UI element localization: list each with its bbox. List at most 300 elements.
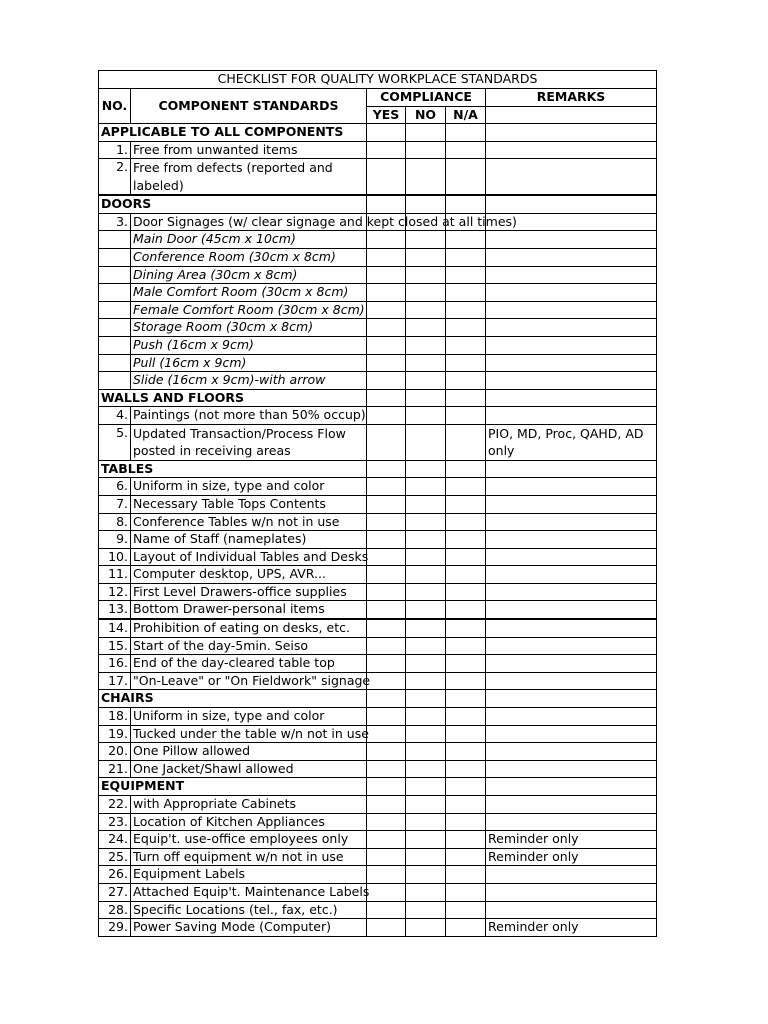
compliance-cell [367,389,406,407]
header-remarks-blank [486,106,657,124]
compliance-yes-cell[interactable] [367,548,406,566]
item-row [99,760,657,778]
compliance-yes-cell[interactable] [367,619,406,637]
remarks-cell[interactable] [486,478,657,496]
subitem-row [99,319,657,337]
subitem-text: Female Comfort Room (30cm x 8cm) [131,301,367,319]
item-text: End of the day-cleared table top [131,655,367,673]
compliance-no-cell[interactable] [406,619,446,637]
header-no-col: NO [406,106,446,124]
item-number: 3. [99,213,131,231]
compliance-cell [367,195,406,213]
subitem-text: Dining Area (30cm x 8cm) [131,266,367,284]
compliance-no-cell[interactable] [406,266,446,284]
compliance-yes-cell[interactable] [367,531,406,549]
item-number: 2. [99,159,131,195]
item-row [99,655,657,673]
compliance-yes-cell[interactable] [367,319,406,337]
item-number: 10. [99,548,131,566]
compliance-na-cell[interactable] [446,883,486,901]
compliance-na-cell[interactable] [446,743,486,761]
compliance-yes-cell[interactable] [367,601,406,619]
compliance-na-cell[interactable] [446,831,486,849]
compliance-na-cell[interactable] [446,583,486,601]
item-row [99,407,657,425]
remarks-cell[interactable] [486,901,657,919]
item-number [99,231,131,249]
compliance-yes-cell[interactable] [367,655,406,673]
title-row [99,71,657,89]
item-row [99,601,657,619]
item-number: 1. [99,141,131,159]
item-number [99,372,131,390]
compliance-no-cell[interactable] [406,813,446,831]
compliance-na-cell[interactable] [446,919,486,937]
remarks-cell[interactable] [486,301,657,319]
compliance-na-cell[interactable] [446,548,486,566]
compliance-na-cell[interactable] [446,248,486,266]
compliance-no-cell[interactable] [406,548,446,566]
compliance-no-cell[interactable] [406,372,446,390]
remarks-cell[interactable] [486,566,657,584]
remarks-cell[interactable] [486,796,657,814]
compliance-no-cell[interactable] [406,301,446,319]
compliance-na-cell[interactable] [446,266,486,284]
item-text: Prohibition of eating on desks, etc. [131,619,367,637]
compliance-na-cell[interactable] [446,424,486,460]
item-row [99,866,657,884]
compliance-yes-cell[interactable] [367,796,406,814]
compliance-cell [446,124,486,142]
remarks-cell[interactable] [486,266,657,284]
compliance-na-cell[interactable] [446,319,486,337]
compliance-yes-cell[interactable] [367,725,406,743]
compliance-na-cell[interactable] [446,637,486,655]
section-row [99,124,657,142]
compliance-cell [406,778,446,796]
item-number [99,248,131,266]
subitem-text: Conference Room (30cm x 8cm) [131,248,367,266]
compliance-yes-cell[interactable] [367,478,406,496]
compliance-yes-cell[interactable] [367,583,406,601]
item-text: Layout of Individual Tables and Desks [131,548,367,566]
compliance-na-cell[interactable] [446,372,486,390]
compliance-yes-cell[interactable] [367,372,406,390]
compliance-no-cell[interactable] [406,231,446,249]
header-na: N/A [446,106,486,124]
compliance-yes-cell[interactable] [367,708,406,726]
compliance-no-cell[interactable] [406,478,446,496]
compliance-cell [406,389,446,407]
remarks-cell[interactable] [486,725,657,743]
item-row [99,848,657,866]
item-text: Start of the day-5min. Seiso [131,637,367,655]
item-row [99,548,657,566]
compliance-cell [446,195,486,213]
page-title: CHECKLIST FOR QUALITY WORKPLACE STANDARDS [99,71,657,89]
item-text: Free from unwanted items [131,141,367,159]
item-text: One Jacket/Shawl allowed [131,760,367,778]
compliance-no-cell[interactable] [406,354,446,372]
remarks-cell[interactable] [486,231,657,249]
compliance-no-cell[interactable] [406,796,446,814]
item-row [99,796,657,814]
compliance-yes-cell[interactable] [367,284,406,302]
item-number: 9. [99,531,131,549]
compliance-na-cell[interactable] [446,813,486,831]
compliance-cell [367,124,406,142]
item-row [99,531,657,549]
remarks-cell[interactable]: PIO, MD, Proc, QAHD, AD only [486,424,657,460]
checklist-table [98,70,657,937]
compliance-na-cell[interactable] [446,619,486,637]
item-text: Updated Transaction/Process Flow posted in receiving areas [131,424,367,460]
remarks-cell[interactable] [486,495,657,513]
item-row [99,672,657,690]
remarks-cell[interactable] [486,159,657,195]
section-label: APPLICABLE TO ALL COMPONENTS [99,124,367,142]
compliance-yes-cell[interactable] [367,354,406,372]
subitem-row [99,301,657,319]
header-yes: YES [367,106,406,124]
compliance-yes-cell[interactable] [367,424,406,460]
compliance-no-cell[interactable] [406,883,446,901]
compliance-no-cell[interactable] [406,655,446,673]
subitem-row [99,336,657,354]
compliance-no-cell[interactable] [406,513,446,531]
item-number [99,336,131,354]
compliance-no-cell[interactable] [406,566,446,584]
compliance-no-cell[interactable] [406,848,446,866]
item-text: First Level Drawers-office supplies [131,583,367,601]
item-row [99,141,657,159]
section-row [99,778,657,796]
compliance-no-cell[interactable] [406,866,446,884]
remarks-cell[interactable] [486,672,657,690]
compliance-yes-cell[interactable] [367,760,406,778]
header-component: COMPONENT STANDARDS [131,89,367,124]
header-remarks: REMARKS [486,89,657,107]
compliance-na-cell[interactable] [446,159,486,195]
section-label: TABLES [99,460,367,478]
header-compliance: COMPLIANCE [367,89,486,107]
remarks-cell[interactable] [486,655,657,673]
compliance-yes-cell[interactable] [367,159,406,195]
item-text: One Pillow allowed [131,743,367,761]
compliance-cell [446,389,486,407]
compliance-yes-cell[interactable] [367,407,406,425]
item-row [99,424,657,460]
item-row [99,725,657,743]
compliance-cell [406,124,446,142]
header-no: NO. [99,89,131,124]
item-number: 16. [99,655,131,673]
compliance-yes-cell[interactable] [367,336,406,354]
subitem-text: Main Door (45cm x 10cm) [131,231,367,249]
compliance-no-cell[interactable] [406,831,446,849]
item-text: Attached Equip't. Maintenance Labels [131,883,367,901]
remarks-cell[interactable] [486,354,657,372]
item-row [99,619,657,637]
item-number: 18. [99,708,131,726]
compliance-no-cell[interactable] [406,760,446,778]
subitem-row [99,284,657,302]
remarks-cell [486,195,657,213]
item-number [99,284,131,302]
remarks-cell[interactable] [486,760,657,778]
section-label: WALLS AND FLOORS [99,389,367,407]
remarks-cell[interactable] [486,743,657,761]
compliance-no-cell[interactable] [406,424,446,460]
compliance-na-cell[interactable] [446,655,486,673]
item-number [99,266,131,284]
compliance-yes-cell[interactable] [367,848,406,866]
item-row [99,513,657,531]
compliance-yes-cell[interactable] [367,141,406,159]
item-text: Name of Staff (nameplates) [131,531,367,549]
subitem-text: Storage Room (30cm x 8cm) [131,319,367,337]
remarks-cell[interactable] [486,883,657,901]
compliance-no-cell[interactable] [406,583,446,601]
compliance-na-cell[interactable] [446,566,486,584]
section-row [99,460,657,478]
compliance-na-cell[interactable] [446,407,486,425]
compliance-cell [367,460,406,478]
remarks-cell[interactable] [486,813,657,831]
remarks-cell [486,124,657,142]
item-text: Free from defects (reported and labeled) [131,159,367,195]
compliance-na-cell[interactable] [446,848,486,866]
section-row [99,690,657,708]
compliance-cell [446,460,486,478]
remarks-cell[interactable] [486,548,657,566]
remarks-cell[interactable]: Reminder only [486,848,657,866]
compliance-na-cell[interactable] [446,725,486,743]
compliance-yes-cell[interactable] [367,919,406,937]
compliance-na-cell[interactable] [446,708,486,726]
item-row [99,743,657,761]
compliance-no-cell[interactable] [406,495,446,513]
item-number: 23. [99,813,131,831]
remarks-cell[interactable] [486,319,657,337]
compliance-na-cell[interactable] [446,495,486,513]
item-text: with Appropriate Cabinets [131,796,367,814]
compliance-na-cell[interactable] [446,531,486,549]
remarks-cell[interactable] [486,637,657,655]
section-row [99,389,657,407]
compliance-no-cell[interactable] [406,725,446,743]
compliance-na-cell[interactable] [446,478,486,496]
compliance-no-cell[interactable] [406,919,446,937]
remarks-cell[interactable] [486,601,657,619]
compliance-na-cell[interactable] [446,601,486,619]
compliance-na-cell[interactable] [446,231,486,249]
compliance-cell [406,195,446,213]
item-text: Power Saving Mode (Computer) [131,919,367,937]
compliance-na-cell[interactable] [446,141,486,159]
item-row [99,583,657,601]
compliance-no-cell[interactable] [406,336,446,354]
compliance-no-cell[interactable] [406,601,446,619]
remarks-cell [486,389,657,407]
compliance-yes-cell[interactable] [367,883,406,901]
item-number: 20. [99,743,131,761]
item-number: 13. [99,601,131,619]
item-text: Uniform in size, type and color [131,478,367,496]
compliance-yes-cell[interactable] [367,672,406,690]
remarks-cell[interactable] [486,336,657,354]
section-label: DOORS [99,195,367,213]
compliance-yes-cell[interactable] [367,513,406,531]
compliance-yes-cell[interactable] [367,866,406,884]
remarks-cell[interactable] [486,531,657,549]
item-number: 24. [99,831,131,849]
remarks-cell[interactable] [486,708,657,726]
subitem-row [99,248,657,266]
remarks-cell[interactable] [486,141,657,159]
item-number: 29. [99,919,131,937]
remarks-cell[interactable] [486,407,657,425]
remarks-cell[interactable] [486,619,657,637]
item-row [99,478,657,496]
compliance-yes-cell[interactable] [367,231,406,249]
item-row [99,831,657,849]
item-number: 12. [99,583,131,601]
compliance-na-cell[interactable] [446,672,486,690]
compliance-na-cell[interactable] [446,301,486,319]
item-number: 14. [99,619,131,637]
subitem-text: Slide (16cm x 9cm)-with arrow [131,372,367,390]
section-label: EQUIPMENT [99,778,367,796]
item-number [99,354,131,372]
compliance-na-cell[interactable] [446,901,486,919]
item-number: 22. [99,796,131,814]
item-number: 27. [99,883,131,901]
item-row [99,883,657,901]
remarks-cell [486,778,657,796]
subitem-row [99,266,657,284]
item-row [99,637,657,655]
subitem-text: Pull (16cm x 9cm) [131,354,367,372]
subitem-text: Male Comfort Room (30cm x 8cm) [131,284,367,302]
compliance-cell [367,778,406,796]
compliance-no-cell[interactable] [406,708,446,726]
compliance-na-cell[interactable] [446,760,486,778]
item-number: 7. [99,495,131,513]
item-text: Computer desktop, UPS, AVR... [131,566,367,584]
compliance-yes-cell[interactable] [367,266,406,284]
item-row [99,566,657,584]
compliance-cell [406,460,446,478]
remarks-cell[interactable] [486,248,657,266]
item-number: 19. [99,725,131,743]
item-text: Necessary Table Tops Contents [131,495,367,513]
compliance-no-cell[interactable] [406,141,446,159]
compliance-no-cell[interactable] [406,672,446,690]
item-number: 25. [99,848,131,866]
compliance-no-cell[interactable] [406,637,446,655]
compliance-yes-cell[interactable] [367,566,406,584]
compliance-yes-cell[interactable] [367,495,406,513]
remarks-cell[interactable]: Reminder only [486,831,657,849]
remarks-cell[interactable] [486,583,657,601]
remarks-cell [486,460,657,478]
item-row [99,495,657,513]
compliance-na-cell[interactable] [446,336,486,354]
item-number [99,301,131,319]
item-text: Specific Locations (tel., fax, etc.) [131,901,367,919]
item-row [99,708,657,726]
item-row [99,901,657,919]
remarks-cell[interactable] [486,866,657,884]
compliance-na-cell[interactable] [446,866,486,884]
compliance-no-cell[interactable] [406,743,446,761]
item-number: 15. [99,637,131,655]
item-number [99,319,131,337]
compliance-no-cell[interactable] [406,901,446,919]
compliance-na-cell[interactable] [446,354,486,372]
compliance-no-cell[interactable] [406,531,446,549]
item-number: 11. [99,566,131,584]
compliance-yes-cell[interactable] [367,831,406,849]
compliance-yes-cell[interactable] [367,813,406,831]
item-text: Paintings (not more than 50% occup) [131,407,367,425]
subitem-text: Push (16cm x 9cm) [131,336,367,354]
compliance-na-cell[interactable] [446,796,486,814]
subitem-row [99,354,657,372]
compliance-yes-cell[interactable] [367,637,406,655]
item-number: 6. [99,478,131,496]
compliance-na-cell[interactable] [446,513,486,531]
compliance-na-cell[interactable] [446,284,486,302]
item-number: 5. [99,424,131,460]
compliance-no-cell[interactable] [406,159,446,195]
item-text: "On-Leave" or "On Fieldwork" signage [131,672,367,690]
compliance-cell [446,778,486,796]
item-text: Tucked under the table w/n not in use [131,725,367,743]
item-text: Equip't. use-office employees only [131,831,367,849]
compliance-no-cell[interactable] [406,248,446,266]
item-text: Door Signages (w/ clear signage and kept closed at all times) [131,213,367,231]
item-row [99,813,657,831]
item-number: 8. [99,513,131,531]
compliance-yes-cell[interactable] [367,901,406,919]
item-row [99,213,657,231]
compliance-no-cell[interactable] [406,284,446,302]
item-number: 26. [99,866,131,884]
compliance-yes-cell[interactable] [367,248,406,266]
subitem-row [99,231,657,249]
remarks-cell[interactable] [486,372,657,390]
compliance-yes-cell[interactable] [367,743,406,761]
section-label: CHAIRS [99,690,367,708]
remarks-cell [486,690,657,708]
remarks-cell[interactable]: Reminder only [486,919,657,937]
section-row [99,195,657,213]
remarks-cell[interactable] [486,284,657,302]
compliance-no-cell[interactable] [406,407,446,425]
remarks-cell[interactable] [486,513,657,531]
item-text: Conference Tables w/n not in use [131,513,367,531]
compliance-no-cell[interactable] [406,319,446,337]
subitem-row [99,372,657,390]
item-number: 28. [99,901,131,919]
item-row [99,919,657,937]
header-row [99,89,657,107]
item-number: 4. [99,407,131,425]
compliance-yes-cell[interactable] [367,301,406,319]
item-number: 17. [99,672,131,690]
